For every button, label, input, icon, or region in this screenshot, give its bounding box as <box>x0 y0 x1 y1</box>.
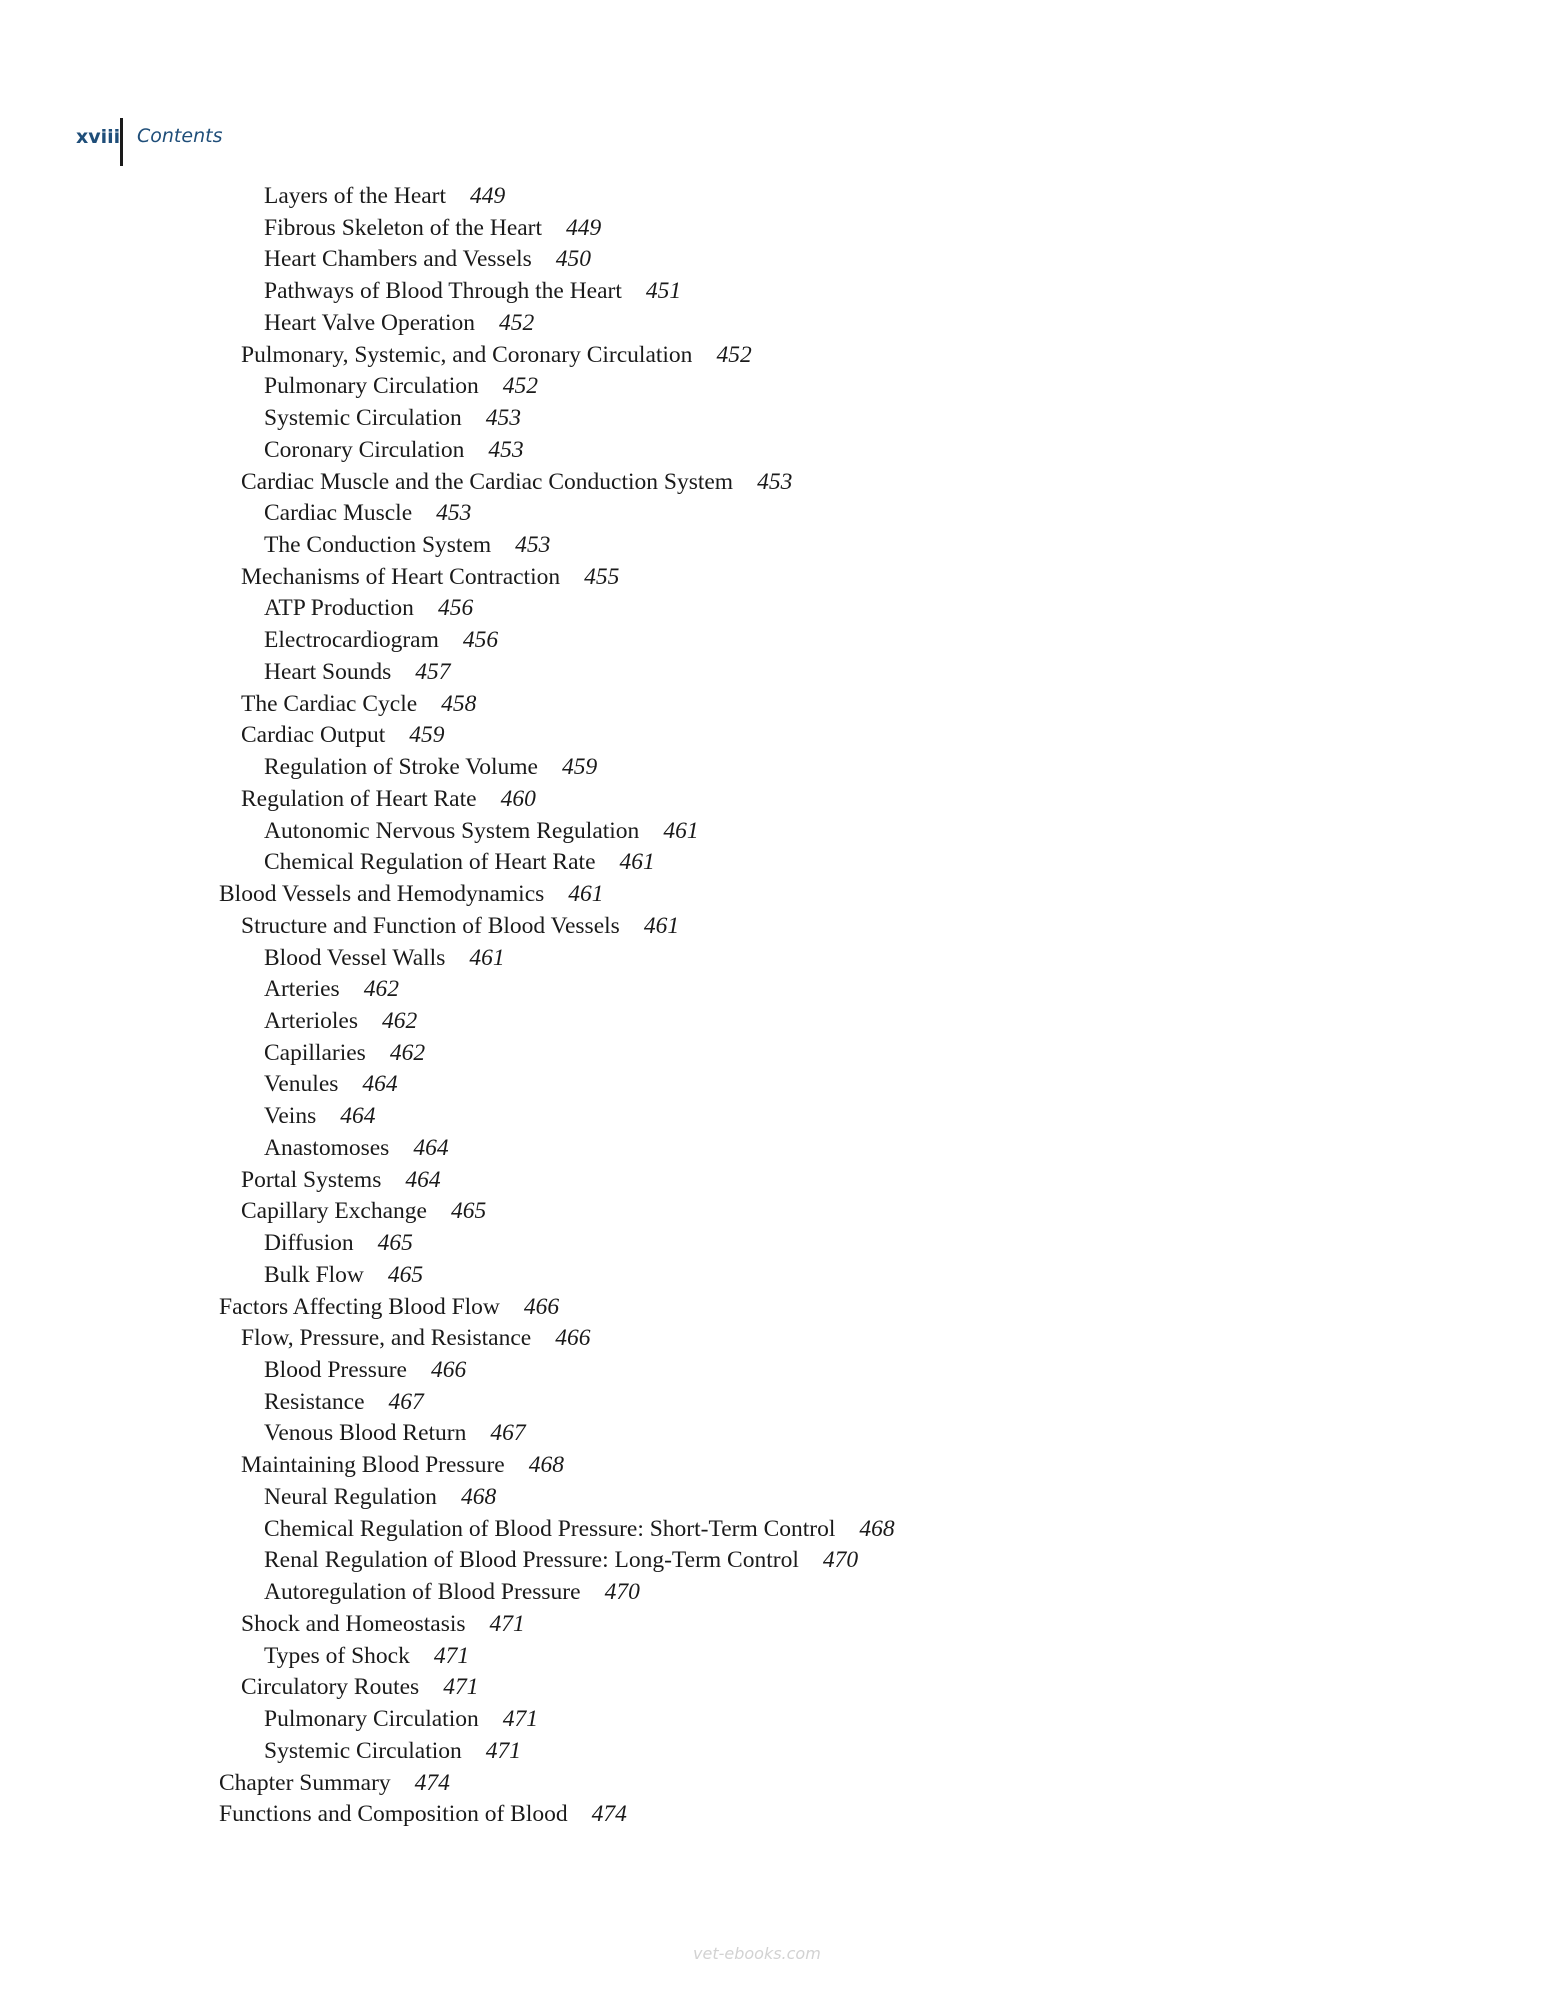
toc-entry-page-number: 453 <box>488 437 524 463</box>
toc-entry-page-number: 461 <box>643 913 680 939</box>
toc-entry-page-number: 453 <box>485 405 522 431</box>
toc-entry-title: Factors Affecting Blood Flow <box>219 1294 500 1320</box>
toc-entry-title: Pulmonary Circulation <box>264 1706 479 1732</box>
toc-entry-title: Bulk Flow <box>264 1262 364 1288</box>
toc-entry[interactable] <box>241 1322 590 1354</box>
toc-entry[interactable] <box>264 1576 640 1608</box>
toc-entry-title: Regulation of Stroke Volume <box>264 754 538 780</box>
toc-entry[interactable] <box>264 434 524 466</box>
toc-entry-page-number: 466 <box>523 1294 560 1320</box>
toc-entry-title: Pulmonary, Systemic, and Coronary Circulation <box>241 342 693 368</box>
toc-entry[interactable] <box>264 592 473 624</box>
toc-entry-title: Veins <box>264 1103 317 1129</box>
toc-entry-title: Blood Vessels and Hemodynamics <box>219 881 545 907</box>
toc-entry[interactable] <box>264 370 538 402</box>
toc-entry-title: Maintaining Blood Pressure <box>241 1452 505 1478</box>
toc-entry-page-number: 456 <box>437 595 474 621</box>
toc-entry[interactable] <box>241 1671 478 1703</box>
toc-entry-page-number: 458 <box>441 691 477 717</box>
toc-entry[interactable] <box>264 973 399 1005</box>
toc-entry-title: Neural Regulation <box>264 1484 437 1510</box>
watermark-text: vet-ebooks.com <box>693 1944 821 1963</box>
toc-entry-title: Heart Sounds <box>264 659 392 685</box>
toc-entry-page-number: 461 <box>619 849 655 875</box>
toc-entry[interactable] <box>264 942 505 974</box>
toc-entry-title: Structure and Function of Blood Vessels <box>241 913 620 939</box>
toc-entry-page-number: 453 <box>436 500 472 526</box>
toc-entry[interactable] <box>264 751 597 783</box>
toc-entry-page-number: 468 <box>528 1452 564 1478</box>
toc-entry-title: Arterioles <box>264 1008 358 1034</box>
toc-entry-page-number: 452 <box>502 373 538 399</box>
toc-entry-page-number: 464 <box>362 1071 398 1097</box>
toc-entry-title: The Cardiac Cycle <box>241 691 418 717</box>
toc-entry-title: ATP Production <box>264 595 414 621</box>
toc-entry-title: The Conduction System <box>264 532 492 558</box>
toc-entry-page-number: 471 <box>502 1706 538 1732</box>
toc-entry-title: Resistance <box>264 1389 365 1415</box>
toc-entry-page-number: 451 <box>645 278 682 304</box>
toc-entry-title: Cardiac Output <box>241 722 386 748</box>
toc-entry-title: Chemical Regulation of Heart Rate <box>264 849 596 875</box>
toc-entry[interactable] <box>219 1291 559 1323</box>
toc-entry-title: Functions and Composition of Blood <box>219 1801 568 1827</box>
toc-entry[interactable] <box>241 783 536 815</box>
toc-entry-page-number: 474 <box>414 1770 450 1796</box>
toc-entry-page-number: 457 <box>415 659 451 685</box>
toc-entry-title: Blood Vessel Walls <box>264 945 446 971</box>
toc-entry-title: Chapter Summary <box>219 1770 391 1796</box>
toc-entry-page-number: 467 <box>388 1389 424 1415</box>
toc-entry[interactable] <box>264 1703 538 1735</box>
toc-entry-page-number: 471 <box>485 1738 522 1764</box>
toc-entry-title: Chemical Regulation of Blood Pressure: Short-Term Control <box>264 1516 836 1542</box>
toc-entry-page-number: 462 <box>389 1040 426 1066</box>
toc-entry[interactable] <box>264 1037 425 1069</box>
toc-entry-title: Arteries <box>264 976 340 1002</box>
toc-entry[interactable] <box>264 402 521 434</box>
toc-entry-title: Diffusion <box>264 1230 354 1256</box>
toc-entry-title: Heart Valve Operation <box>264 310 475 336</box>
toc-entry-page-number: 459 <box>561 754 598 780</box>
toc-entry[interactable] <box>264 1640 469 1672</box>
running-head-title: Contents <box>137 125 223 147</box>
toc-entry-page-number: 474 <box>591 1801 627 1827</box>
toc-entry[interactable] <box>241 1449 564 1481</box>
toc-entry-title: Capillary Exchange <box>241 1198 427 1224</box>
toc-entry-title: Blood Pressure <box>264 1357 407 1383</box>
header-divider <box>120 118 123 166</box>
toc-entry[interactable] <box>241 466 792 498</box>
toc-entry-page-number: 449 <box>566 215 602 241</box>
toc-entry-page-number: 471 <box>443 1674 479 1700</box>
toc-entry[interactable] <box>264 1513 895 1545</box>
toc-entry-title: Heart Chambers and Vessels <box>264 246 532 272</box>
page-number: xviii <box>76 126 121 148</box>
toc-entry-page-number: 470 <box>604 1579 640 1605</box>
toc-entry[interactable] <box>219 878 604 910</box>
toc-entry[interactable] <box>241 719 444 751</box>
toc-entry-page-number: 453 <box>757 469 793 495</box>
toc-entry-page-number: 456 <box>462 627 499 653</box>
toc-entry-title: Venous Blood Return <box>264 1420 467 1446</box>
toc-entry[interactable] <box>241 339 752 371</box>
toc-entry-page-number: 470 <box>822 1547 859 1573</box>
toc-entry-page-number: 461 <box>469 945 505 971</box>
toc-entry-title: Fibrous Skeleton of the Heart <box>264 215 543 241</box>
toc-entry-title: Pulmonary Circulation <box>264 373 479 399</box>
toc-entry[interactable] <box>264 529 550 561</box>
toc-entry[interactable] <box>264 1354 466 1386</box>
toc-entry-title: Coronary Circulation <box>264 437 465 463</box>
toc-entry[interactable] <box>264 180 505 212</box>
toc-entry-page-number: 465 <box>387 1262 424 1288</box>
toc-entry[interactable] <box>264 1227 413 1259</box>
toc-entry[interactable] <box>264 815 699 847</box>
toc-entry[interactable] <box>264 1132 449 1164</box>
watermark-logo <box>693 1944 863 1974</box>
toc-entry[interactable] <box>264 497 471 529</box>
toc-entry[interactable] <box>264 1417 526 1449</box>
toc-entry-page-number: 449 <box>470 183 506 209</box>
toc-entry-page-number: 464 <box>340 1103 376 1129</box>
toc-entry-page-number: 464 <box>413 1135 449 1161</box>
toc-entry-page-number: 468 <box>460 1484 497 1510</box>
toc-entry-title: Mechanisms of Heart Contraction <box>241 564 561 590</box>
toc-entry[interactable] <box>264 1005 417 1037</box>
toc-entry-page-number: 452 <box>498 310 535 336</box>
toc-entry-title: Autonomic Nervous System Regulation <box>264 818 640 844</box>
toc-entry[interactable] <box>264 624 498 656</box>
toc-entry-page-number: 471 <box>489 1611 525 1637</box>
toc-entry-page-number: 468 <box>859 1516 895 1542</box>
toc-entry-title: Electrocardiogram <box>264 627 439 653</box>
toc-entry-title: Capillaries <box>264 1040 366 1066</box>
toc-entry-title: Regulation of Heart Rate <box>241 786 477 812</box>
toc-entry-title: Anastomoses <box>264 1135 390 1161</box>
toc-entry-title: Systemic Circulation <box>264 1738 462 1764</box>
toc-entry[interactable] <box>241 1608 525 1640</box>
toc-entry[interactable] <box>241 688 476 720</box>
toc-entry-page-number: 466 <box>430 1357 467 1383</box>
toc-entry-page-number: 461 <box>568 881 604 907</box>
toc-entry-title: Pathways of Blood Through the Heart <box>264 278 622 304</box>
toc-entry[interactable] <box>219 1767 450 1799</box>
toc-entry-page-number: 450 <box>555 246 592 272</box>
toc-entry[interactable] <box>264 1544 858 1576</box>
toc-entry-page-number: 464 <box>405 1167 441 1193</box>
toc-entry-page-number: 465 <box>377 1230 413 1256</box>
toc-entry-page-number: 459 <box>409 722 445 748</box>
toc-entry-page-number: 460 <box>500 786 536 812</box>
toc-entry-page-number: 453 <box>515 532 551 558</box>
toc-entry-page-number: 466 <box>555 1325 591 1351</box>
toc-entry-title: Flow, Pressure, and Resistance <box>241 1325 532 1351</box>
toc-entry[interactable] <box>264 212 601 244</box>
toc-entry-title: Circulatory Routes <box>241 1674 420 1700</box>
toc-entry[interactable] <box>241 1195 486 1227</box>
toc-entry[interactable] <box>264 1259 423 1291</box>
toc-entry-title: Renal Regulation of Blood Pressure: Long-Term Control <box>264 1547 799 1573</box>
toc-entry[interactable] <box>241 561 619 593</box>
toc-entry-title: Cardiac Muscle <box>264 500 413 526</box>
toc-entry[interactable] <box>241 1164 441 1196</box>
toc-entry[interactable] <box>241 910 679 942</box>
toc-entry-page-number: 471 <box>433 1643 470 1669</box>
toc-entry[interactable] <box>264 307 534 339</box>
toc-entry[interactable] <box>264 1100 375 1132</box>
toc-entry-page-number: 462 <box>381 1008 418 1034</box>
toc-entry-title: Shock and Homeostasis <box>241 1611 466 1637</box>
toc-entry-title: Cardiac Muscle and the Cardiac Conduction System <box>241 469 734 495</box>
toc-entry[interactable] <box>264 1068 398 1100</box>
toc-entry-title: Types of Shock <box>264 1643 410 1669</box>
toc-entry-page-number: 452 <box>716 342 752 368</box>
toc-entry-title: Portal Systems <box>241 1167 382 1193</box>
toc-entry-title: Autoregulation of Blood Pressure <box>264 1579 581 1605</box>
toc-entry[interactable] <box>264 275 681 307</box>
toc-entry-title: Venules <box>264 1071 339 1097</box>
toc-entry[interactable] <box>264 243 591 275</box>
toc-entry-page-number: 462 <box>363 976 399 1002</box>
toc-entry-page-number: 465 <box>450 1198 487 1224</box>
toc-entry-title: Systemic Circulation <box>264 405 462 431</box>
toc-entry-page-number: 461 <box>663 818 699 844</box>
toc-entry[interactable] <box>264 1386 424 1418</box>
toc-entry[interactable] <box>264 846 655 878</box>
toc-entry-title: Layers of the Heart <box>264 183 447 209</box>
toc-entry[interactable] <box>219 1798 627 1830</box>
toc-entry[interactable] <box>264 656 451 688</box>
toc-entry-page-number: 455 <box>584 564 620 590</box>
toc-entry[interactable] <box>264 1735 521 1767</box>
toc-entry[interactable] <box>264 1481 496 1513</box>
toc-entry-page-number: 467 <box>490 1420 526 1446</box>
